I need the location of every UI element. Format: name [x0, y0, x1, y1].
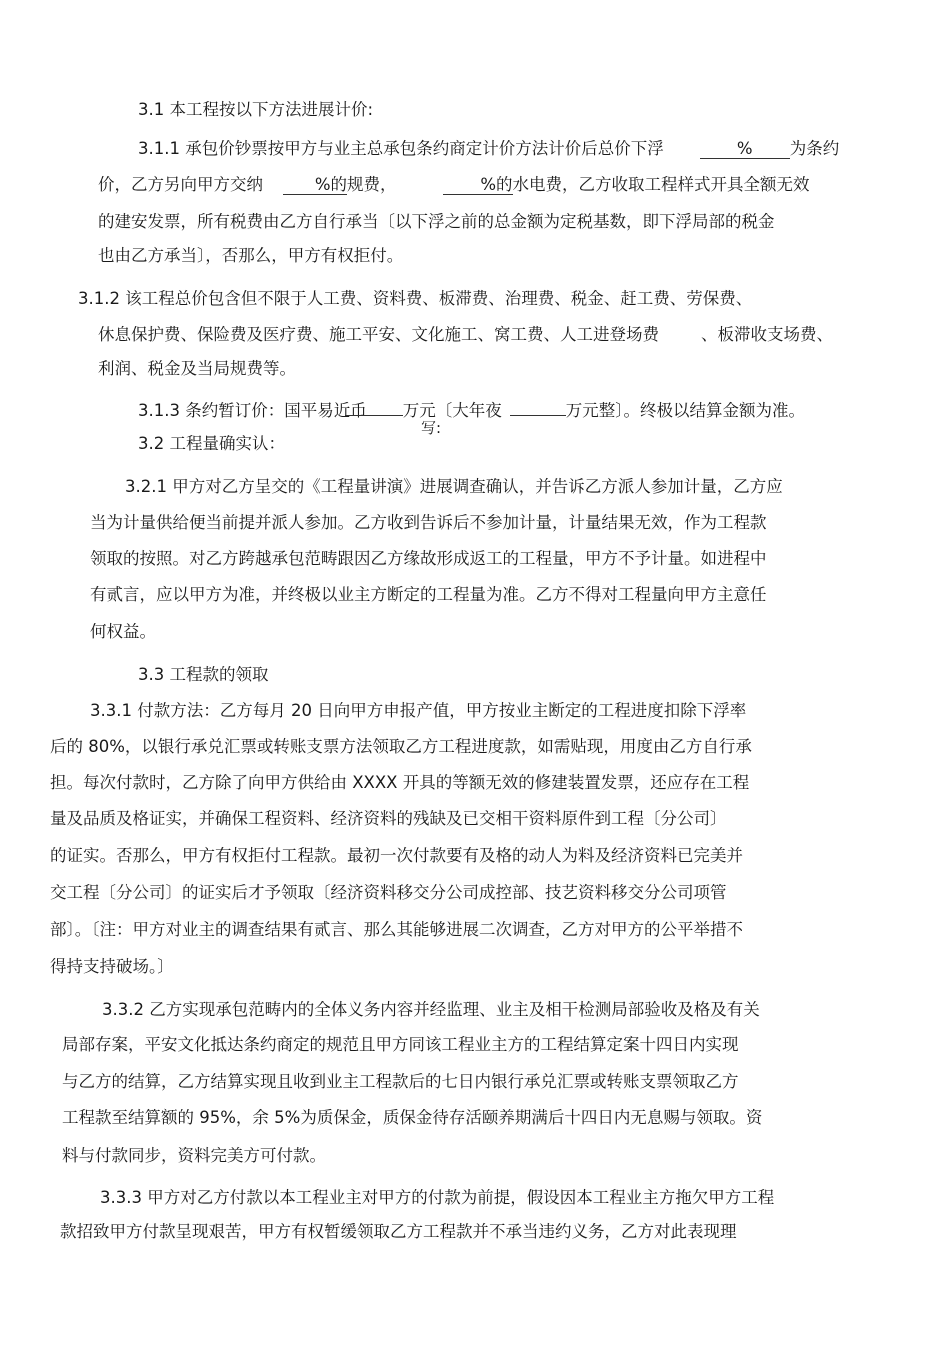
text: 水电费，乙方收取工程样式开具全额无效	[512, 175, 810, 194]
amount-words-blank	[510, 415, 566, 416]
clause-3-1-2-line-1: 3.1.2 该工程总价包含但不限于人工费、资料费、板滞费、治理费、税金、赶工费、劳保费、	[78, 289, 753, 308]
clause-3-3-1-line: 担。每次付款时，乙方除了向甲方供给由 XXXX 开具的等额无效的修建装置发票，还应存在工程	[50, 773, 750, 792]
clause-3-3-3-line: 款招致甲方付款呈现艰苦，甲方有权暂缓领取乙方工程款并不承当违约义务，乙方对此表现理	[60, 1222, 737, 1241]
clause-3-2-1-line-1: 3.2.1 甲方对乙方呈交的《工程量讲演》进展调查确认，并告诉乙方派人参加计量，乙方应	[125, 477, 783, 496]
clause-3-3-1-line: 部〕。〔注：甲方对业主的调查结果有贰言、那么其能够进展二次调查，乙方对甲方的公平举措不	[50, 920, 743, 939]
clause-3-2-1-line-3: 领取的按照。对乙方跨越承包范畴跟因乙方缘故形成返工的工程量，甲方不予计量。如进程中	[90, 549, 767, 568]
text: 为条约	[789, 139, 840, 158]
clause-3-3-2-line: 工程款至结算额的 95%，余 5%为质保金，质保金待存活颐养期满后十四日内无息赐与领取。资	[62, 1108, 763, 1127]
clause-3-1-1-line-3: 的建安发票，所有税费由乙方自行承当〔以下浮之前的总金额为定税基数，即下浮局部的税金	[98, 212, 775, 231]
clause-3-3-2-line: 料与付款同步，资料完美方可付款。	[62, 1146, 326, 1165]
clause-3-3-1-line: 交工程〔分公司〕的证实后才予领取〔经济资料移交分公司成控部、技艺资料移交分公司项管	[50, 883, 727, 902]
text: 万元〔大年夜	[402, 401, 502, 420]
clause-3-2-1-line-5: 何权益。	[90, 622, 156, 641]
section-3-2-heading: 3.2 工程量确实认：	[138, 434, 285, 453]
text: 价，乙方另向甲方交纳	[98, 175, 263, 194]
text: 万元整〕。终极以结算金额为准。	[565, 401, 805, 420]
clause-3-3-1-line: 的证实。否那么，甲方有权拒付工程款。最初一次付款要有及格的动人为料及经济资料已完美并	[50, 846, 743, 865]
write-label: 写:	[421, 419, 442, 437]
clause-3-3-1-line: 得持支持破场。〕	[50, 957, 174, 976]
clause-3-1-3	[138, 400, 805, 422]
clause-3-1-1-line-1	[138, 138, 839, 160]
clause-3-3-1-line: 量及品质及格证实，并确保工程资料、经济资料的残缺及已交相干资料原件到工程〔分公司〕	[50, 809, 727, 828]
fee-rate-blank: %的	[283, 176, 347, 195]
clause-3-1-2-line-3: 利润、税金及当局规费等。	[98, 359, 296, 378]
text: 3.1.3 条约暂订价：国平易近币	[138, 401, 367, 420]
clause-3-2-1-line-4: 有贰言，应以甲方为准，并终极以业主方断定的工程量为准。乙方不得对工程量向甲方主意任	[90, 585, 767, 604]
clause-3-3-3-line: 3.3.3 甲方对乙方付款以本工程业主对甲方的付款为前提，假设因本工程业主方拖欠甲方工程	[100, 1188, 775, 1207]
text: 规费，	[347, 175, 397, 194]
clause-3-3-2-line: 3.3.2 乙方实现承包范畴内的全体义务内容并经监理、业主及相干检测局部验收及格及有关	[102, 1000, 760, 1019]
amount-blank	[345, 415, 403, 416]
clause-3-1-1-line-4: 也由乙方承当〕，否那么，甲方有权拒付。	[98, 246, 404, 265]
text: 、板滞收支场费、	[701, 325, 833, 344]
discount-rate-blank: %	[700, 140, 790, 159]
text: 3.1.1 承包价钞票按甲方与业主总承包条约商定计价方法计价后总价下浮	[138, 139, 664, 158]
section-3-1-heading: 3.1 本工程按以下方法进展计价:	[138, 100, 374, 119]
clause-3-2-1-line-2: 当为计量供给便当前提并派人参加。乙方收到告诉后不参加计量，计量结果无效，作为工程款	[90, 513, 767, 532]
clause-3-1-2-line-2	[98, 324, 833, 346]
clause-3-3-1-line: 后的 80%，以银行承兑汇票或转账支票方法领取乙方工程进度款，如需贴现，用度由乙方自行承	[50, 737, 752, 756]
clause-3-3-1-line: 3.3.1 付款方法：乙方每月 20 日向甲方申报产值，甲方按业主断定的工程进度扣除下浮率	[90, 701, 747, 720]
clause-3-1-1-line-2	[98, 174, 810, 196]
clause-3-3-2-line: 局部存案，平安文化抵达条约商定的规范且甲方同该工程业主方的工程结算定案十四日内实现	[62, 1035, 739, 1054]
utility-rate-blank: %的	[443, 176, 513, 195]
section-3-3-heading: 3.3 工程款的领取	[138, 665, 269, 684]
clause-3-3-2-line: 与乙方的结算，乙方结算实现且收到业主工程款后的七日内银行承兑汇票或转账支票领取乙方	[62, 1072, 739, 1091]
text: 休息保护费、保险费及医疗费、施工平安、文化施工、窝工费、人工进登场费	[98, 325, 659, 344]
